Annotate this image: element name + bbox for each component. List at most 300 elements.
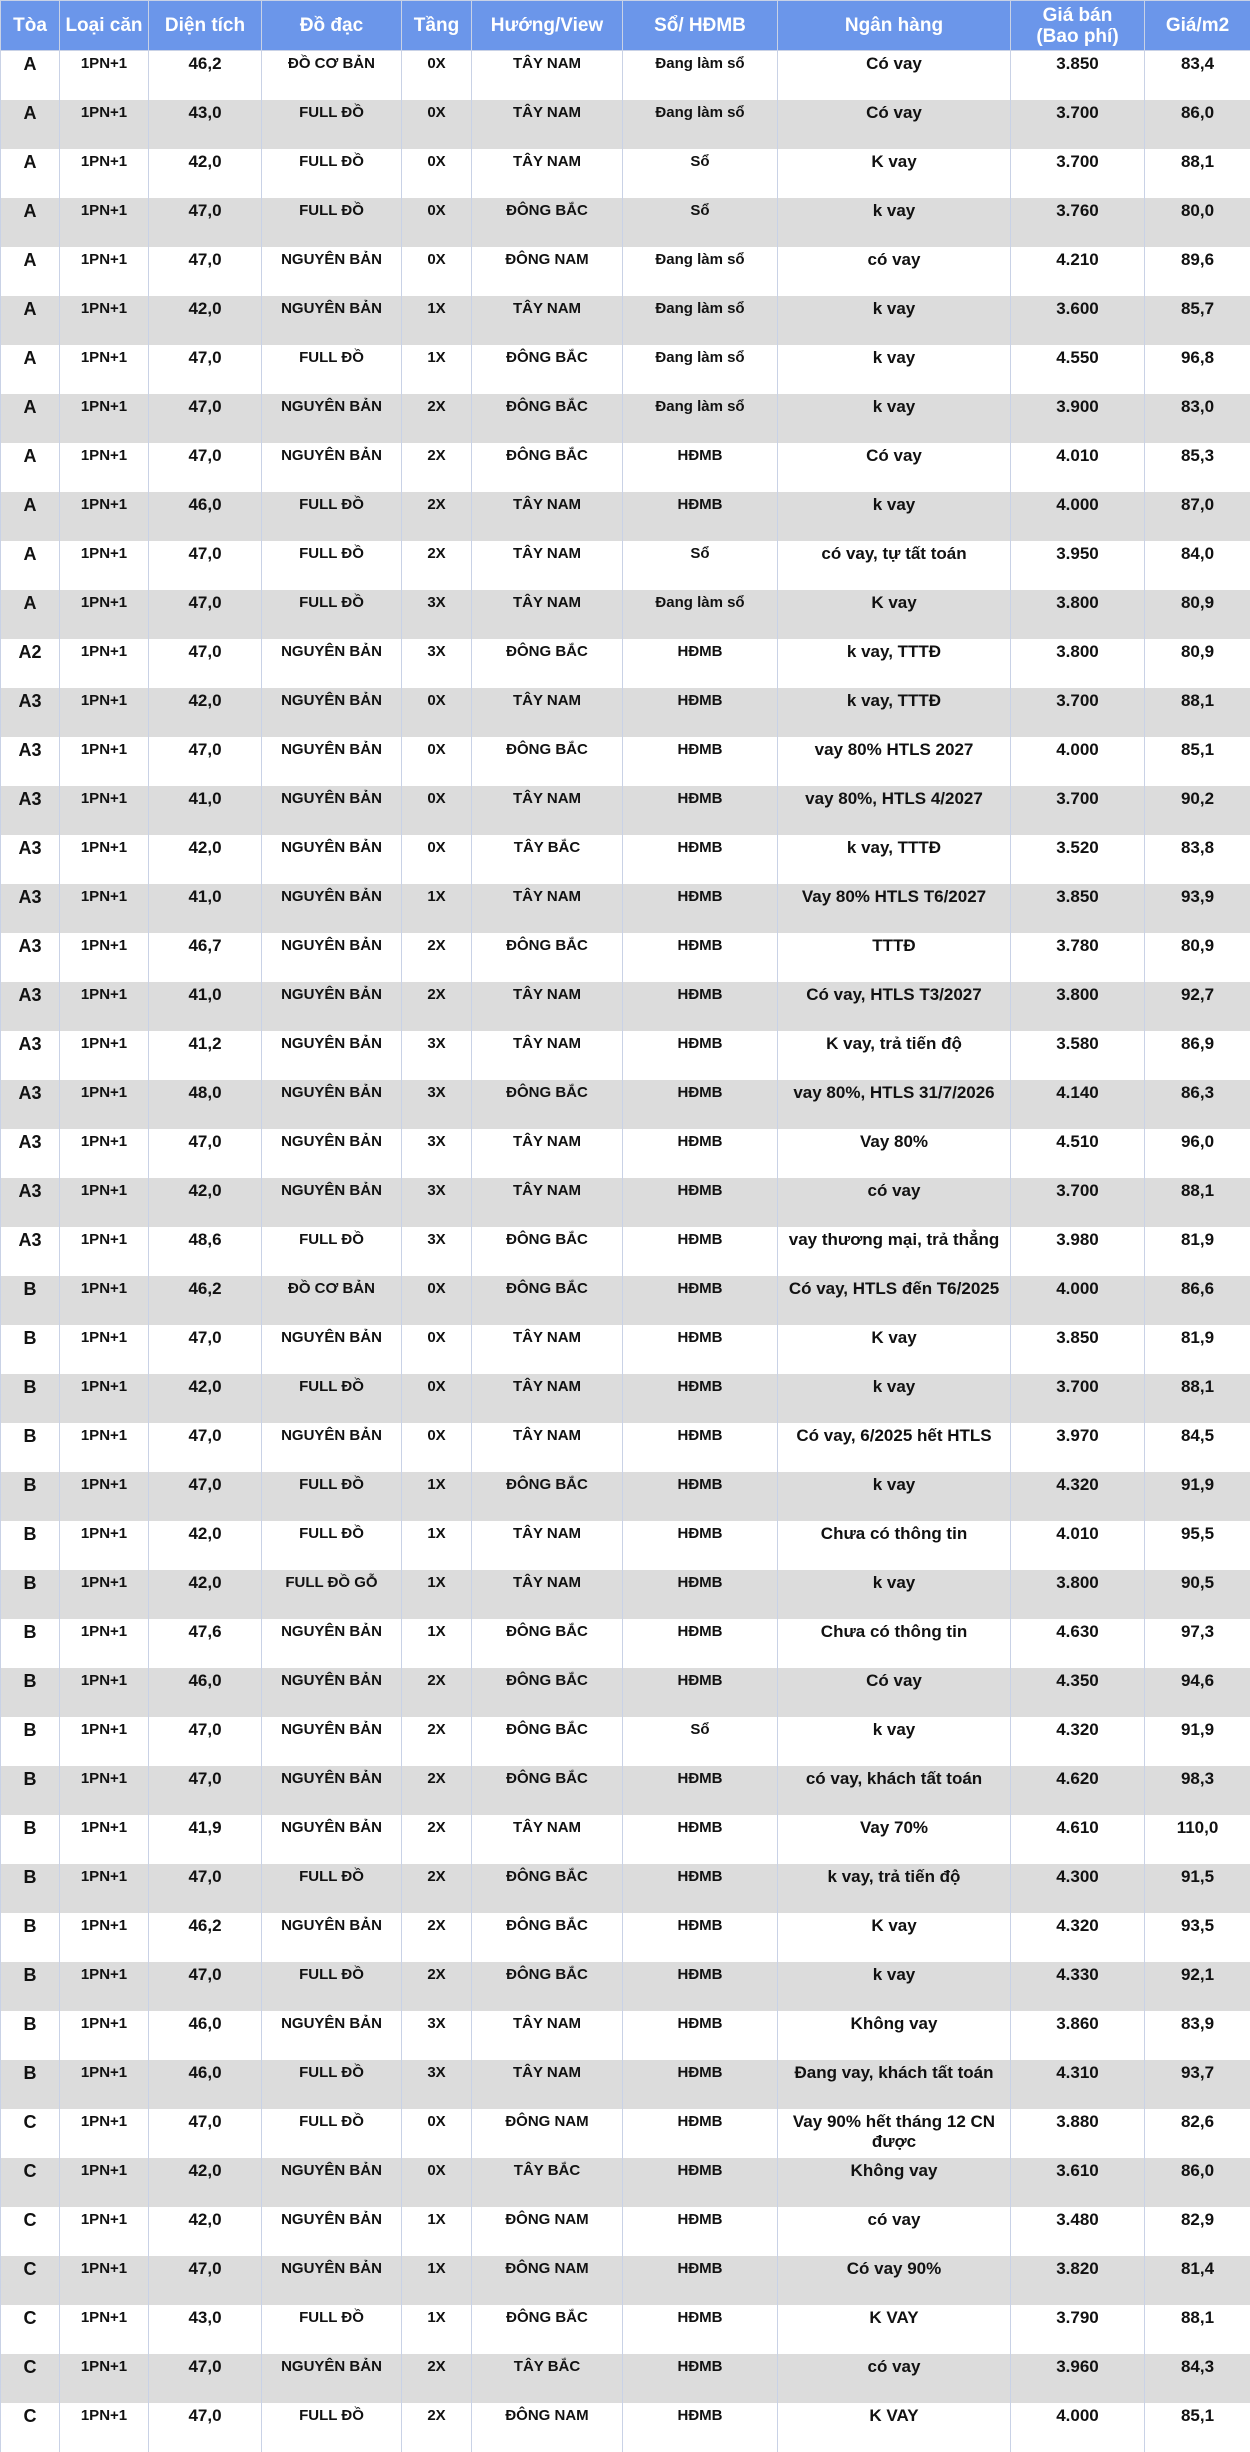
cell-tang: 2X: [402, 541, 472, 590]
cell-ngan-hang: có vay: [778, 247, 1011, 296]
cell-loai-can: 1PN+1: [60, 2354, 149, 2403]
cell-so-hdmb: HĐMB: [623, 2256, 778, 2305]
table-row: [1, 2158, 1250, 2207]
cell-huong-view: ĐÔNG BẮC: [472, 1619, 623, 1668]
cell-do-dac: NGUYÊN BẢN: [262, 835, 402, 884]
cell-loai-can: 1PN+1: [60, 1374, 149, 1423]
cell-gia-m2: 91,9: [1145, 1717, 1250, 1766]
cell-toa: B: [1, 1570, 60, 1619]
cell-do-dac: FULL ĐỒ: [262, 2109, 402, 2158]
cell-huong-view: ĐÔNG NAM: [472, 2207, 623, 2256]
cell-toa: B: [1, 1521, 60, 1570]
cell-so-hdmb: Đang làm sổ: [623, 590, 778, 639]
table-row: [1, 2109, 1250, 2158]
table-row: [1, 2207, 1250, 2256]
cell-gia-m2: 88,1: [1145, 149, 1250, 198]
cell-toa: C: [1, 2207, 60, 2256]
cell-tang: 2X: [402, 1864, 472, 1913]
cell-tang: 2X: [402, 1815, 472, 1864]
cell-huong-view: ĐÔNG BẮC: [472, 1766, 623, 1815]
cell-so-hdmb: HĐMB: [623, 1423, 778, 1472]
cell-tang: 0X: [402, 51, 472, 101]
cell-dien-tich: 42,0: [149, 296, 262, 345]
cell-huong-view: TÂY NAM: [472, 1423, 623, 1472]
cell-do-dac: NGUYÊN BẢN: [262, 1325, 402, 1374]
cell-gia-m2: 91,9: [1145, 1472, 1250, 1521]
cell-tang: 0X: [402, 737, 472, 786]
cell-loai-can: 1PN+1: [60, 149, 149, 198]
cell-dien-tich: 47,0: [149, 2354, 262, 2403]
cell-do-dac: NGUYÊN BẢN: [262, 688, 402, 737]
cell-so-hdmb: HĐMB: [623, 1472, 778, 1521]
cell-dien-tich: 42,0: [149, 1374, 262, 1423]
cell-huong-view: ĐÔNG BẮC: [472, 198, 623, 247]
cell-so-hdmb: HĐMB: [623, 1570, 778, 1619]
cell-so-hdmb: HĐMB: [623, 2060, 778, 2109]
cell-so-hdmb: HĐMB: [623, 1325, 778, 1374]
cell-toa: A: [1, 296, 60, 345]
cell-ngan-hang: k vay: [778, 492, 1011, 541]
cell-ngan-hang: vay 80% HTLS 2027: [778, 737, 1011, 786]
cell-ngan-hang: có vay: [778, 2207, 1011, 2256]
table-row: [1, 786, 1250, 835]
cell-ngan-hang: Không vay: [778, 2158, 1011, 2207]
cell-gia-m2: 89,6: [1145, 247, 1250, 296]
table-row: [1, 1668, 1250, 1717]
table-row: [1, 737, 1250, 786]
cell-gia-ban: 3.850: [1011, 1325, 1145, 1374]
cell-tang: 2X: [402, 1962, 472, 2011]
cell-loai-can: 1PN+1: [60, 1766, 149, 1815]
cell-toa: A3: [1, 1031, 60, 1080]
cell-do-dac: FULL ĐỒ GỖ: [262, 1570, 402, 1619]
table-row: [1, 1031, 1250, 1080]
cell-do-dac: FULL ĐỒ: [262, 1227, 402, 1276]
cell-tang: 2X: [402, 443, 472, 492]
cell-dien-tich: 47,6: [149, 1619, 262, 1668]
table-row: [1, 1080, 1250, 1129]
cell-gia-ban: 3.850: [1011, 884, 1145, 933]
cell-tang: 1X: [402, 884, 472, 933]
cell-gia-ban: 4.510: [1011, 1129, 1145, 1178]
cell-gia-ban: 3.520: [1011, 835, 1145, 884]
cell-dien-tich: 42,0: [149, 2207, 262, 2256]
cell-so-hdmb: HĐMB: [623, 2403, 778, 2452]
table-row: [1, 296, 1250, 345]
cell-gia-ban: 3.800: [1011, 982, 1145, 1031]
cell-tang: 2X: [402, 394, 472, 443]
cell-so-hdmb: Đang làm sổ: [623, 51, 778, 101]
cell-gia-ban: 4.610: [1011, 1815, 1145, 1864]
cell-huong-view: TÂY NAM: [472, 51, 623, 101]
cell-huong-view: TÂY BẮC: [472, 2158, 623, 2207]
cell-huong-view: ĐÔNG NAM: [472, 2256, 623, 2305]
cell-gia-ban: 4.210: [1011, 247, 1145, 296]
cell-toa: A3: [1, 1178, 60, 1227]
cell-ngan-hang: Có vay, 6/2025 hết HTLS: [778, 1423, 1011, 1472]
cell-loai-can: 1PN+1: [60, 345, 149, 394]
cell-so-hdmb: HĐMB: [623, 492, 778, 541]
table-row: [1, 2256, 1250, 2305]
cell-tang: 3X: [402, 1129, 472, 1178]
cell-huong-view: ĐÔNG BẮC: [472, 933, 623, 982]
cell-huong-view: TÂY NAM: [472, 541, 623, 590]
cell-gia-m2: 86,3: [1145, 1080, 1250, 1129]
cell-loai-can: 1PN+1: [60, 2403, 149, 2452]
cell-tang: 1X: [402, 1521, 472, 1570]
cell-huong-view: ĐÔNG BẮC: [472, 639, 623, 688]
cell-so-hdmb: Sổ: [623, 541, 778, 590]
cell-so-hdmb: HĐMB: [623, 688, 778, 737]
cell-huong-view: TÂY BẮC: [472, 835, 623, 884]
cell-loai-can: 1PN+1: [60, 247, 149, 296]
cell-do-dac: NGUYÊN BẢN: [262, 2207, 402, 2256]
cell-toa: A3: [1, 688, 60, 737]
cell-gia-ban: 4.630: [1011, 1619, 1145, 1668]
cell-huong-view: ĐÔNG BẮC: [472, 1962, 623, 2011]
cell-gia-ban: 4.000: [1011, 492, 1145, 541]
cell-toa: A: [1, 443, 60, 492]
cell-do-dac: NGUYÊN BẢN: [262, 2354, 402, 2403]
cell-loai-can: 1PN+1: [60, 1570, 149, 1619]
cell-huong-view: TÂY NAM: [472, 2060, 623, 2109]
cell-dien-tich: 42,0: [149, 1521, 262, 1570]
cell-loai-can: 1PN+1: [60, 2256, 149, 2305]
cell-do-dac: NGUYÊN BẢN: [262, 1766, 402, 1815]
cell-ngan-hang: k vay: [778, 1570, 1011, 1619]
cell-loai-can: 1PN+1: [60, 541, 149, 590]
cell-gia-m2: 86,0: [1145, 2158, 1250, 2207]
cell-toa: A3: [1, 1227, 60, 1276]
table-row: [1, 2354, 1250, 2403]
cell-loai-can: 1PN+1: [60, 1962, 149, 2011]
cell-do-dac: FULL ĐỒ: [262, 2403, 402, 2452]
cell-gia-m2: 86,9: [1145, 1031, 1250, 1080]
table-row: [1, 345, 1250, 394]
cell-huong-view: ĐÔNG BẮC: [472, 737, 623, 786]
cell-loai-can: 1PN+1: [60, 1864, 149, 1913]
cell-ngan-hang: vay 80%, HTLS 31/7/2026: [778, 1080, 1011, 1129]
cell-huong-view: TÂY NAM: [472, 1178, 623, 1227]
cell-do-dac: NGUYÊN BẢN: [262, 1178, 402, 1227]
cell-gia-ban: 4.320: [1011, 1717, 1145, 1766]
cell-ngan-hang: k vay: [778, 394, 1011, 443]
cell-loai-can: 1PN+1: [60, 1031, 149, 1080]
cell-do-dac: ĐỒ CƠ BẢN: [262, 51, 402, 101]
table-row: [1, 933, 1250, 982]
cell-do-dac: NGUYÊN BẢN: [262, 1668, 402, 1717]
cell-do-dac: NGUYÊN BẢN: [262, 2256, 402, 2305]
cell-ngan-hang: vay thương mại, trả thẳng: [778, 1227, 1011, 1276]
cell-gia-m2: 88,1: [1145, 1178, 1250, 1227]
cell-dien-tich: 46,0: [149, 2060, 262, 2109]
table-row: [1, 982, 1250, 1031]
cell-do-dac: FULL ĐỒ: [262, 345, 402, 394]
cell-tang: 0X: [402, 198, 472, 247]
table-row: [1, 1913, 1250, 1962]
cell-tang: 0X: [402, 1325, 472, 1374]
cell-toa: B: [1, 1962, 60, 2011]
cell-huong-view: TÂY NAM: [472, 296, 623, 345]
cell-so-hdmb: HĐMB: [623, 639, 778, 688]
cell-toa: B: [1, 1276, 60, 1325]
cell-huong-view: TÂY NAM: [472, 1521, 623, 1570]
cell-dien-tich: 47,0: [149, 541, 262, 590]
cell-so-hdmb: HĐMB: [623, 2011, 778, 2060]
cell-loai-can: 1PN+1: [60, 1129, 149, 1178]
cell-so-hdmb: HĐMB: [623, 2158, 778, 2207]
cell-gia-ban: 3.580: [1011, 1031, 1145, 1080]
cell-do-dac: NGUYÊN BẢN: [262, 296, 402, 345]
cell-gia-ban: 3.780: [1011, 933, 1145, 982]
cell-dien-tich: 47,0: [149, 1717, 262, 1766]
cell-ngan-hang: k vay: [778, 345, 1011, 394]
cell-loai-can: 1PN+1: [60, 100, 149, 149]
cell-loai-can: 1PN+1: [60, 1668, 149, 1717]
cell-tang: 3X: [402, 1178, 472, 1227]
cell-gia-ban: 3.760: [1011, 198, 1145, 247]
cell-do-dac: NGUYÊN BẢN: [262, 737, 402, 786]
cell-gia-ban: 3.970: [1011, 1423, 1145, 1472]
cell-dien-tich: 47,0: [149, 1129, 262, 1178]
cell-do-dac: NGUYÊN BẢN: [262, 1619, 402, 1668]
cell-tang: 3X: [402, 1227, 472, 1276]
cell-ngan-hang: Có vay, HTLS T3/2027: [778, 982, 1011, 1031]
cell-so-hdmb: HĐMB: [623, 2305, 778, 2354]
cell-loai-can: 1PN+1: [60, 2060, 149, 2109]
cell-gia-ban: 3.800: [1011, 1570, 1145, 1619]
cell-tang: 0X: [402, 149, 472, 198]
cell-do-dac: FULL ĐỒ: [262, 198, 402, 247]
cell-loai-can: 1PN+1: [60, 51, 149, 101]
cell-tang: 2X: [402, 933, 472, 982]
cell-toa: A: [1, 149, 60, 198]
cell-loai-can: 1PN+1: [60, 1472, 149, 1521]
cell-tang: 3X: [402, 639, 472, 688]
cell-huong-view: ĐÔNG BẮC: [472, 1668, 623, 1717]
cell-gia-m2: 84,3: [1145, 2354, 1250, 2403]
cell-ngan-hang: Có vay: [778, 51, 1011, 101]
cell-ngan-hang: Không vay: [778, 2011, 1011, 2060]
cell-tang: 2X: [402, 2354, 472, 2403]
cell-do-dac: NGUYÊN BẢN: [262, 933, 402, 982]
cell-gia-m2: 80,9: [1145, 933, 1250, 982]
table-row: [1, 2305, 1250, 2354]
cell-ngan-hang: Vay 80%: [778, 1129, 1011, 1178]
col-header-tang: Tầng: [402, 1, 472, 51]
cell-do-dac: NGUYÊN BẢN: [262, 884, 402, 933]
cell-do-dac: NGUYÊN BẢN: [262, 786, 402, 835]
cell-gia-ban: 3.700: [1011, 100, 1145, 149]
cell-gia-ban: 3.880: [1011, 2109, 1145, 2158]
cell-ngan-hang: k vay, trả tiến độ: [778, 1864, 1011, 1913]
table-row: [1, 1570, 1250, 1619]
cell-dien-tich: 46,2: [149, 1913, 262, 1962]
table-row: [1, 100, 1250, 149]
cell-ngan-hang: K vay: [778, 149, 1011, 198]
col-header-toa: Tòa: [1, 1, 60, 51]
cell-so-hdmb: HĐMB: [623, 835, 778, 884]
cell-dien-tich: 42,0: [149, 688, 262, 737]
cell-do-dac: NGUYÊN BẢN: [262, 1815, 402, 1864]
cell-ngan-hang: K VAY: [778, 2403, 1011, 2452]
cell-so-hdmb: Đang làm sổ: [623, 394, 778, 443]
cell-do-dac: FULL ĐỒ: [262, 2060, 402, 2109]
cell-gia-ban: 3.700: [1011, 1178, 1145, 1227]
col-header-gia-m2: Giá/m2: [1145, 1, 1250, 51]
cell-gia-ban: 4.300: [1011, 1864, 1145, 1913]
cell-gia-m2: 90,5: [1145, 1570, 1250, 1619]
cell-so-hdmb: HĐMB: [623, 1080, 778, 1129]
cell-gia-m2: 83,8: [1145, 835, 1250, 884]
table-row: [1, 198, 1250, 247]
cell-gia-ban: 4.320: [1011, 1913, 1145, 1962]
cell-gia-ban: 4.320: [1011, 1472, 1145, 1521]
cell-dien-tich: 41,0: [149, 786, 262, 835]
table-row: [1, 1619, 1250, 1668]
table-row: [1, 835, 1250, 884]
cell-do-dac: NGUYÊN BẢN: [262, 2158, 402, 2207]
cell-gia-m2: 87,0: [1145, 492, 1250, 541]
cell-do-dac: NGUYÊN BẢN: [262, 1031, 402, 1080]
table-row: [1, 1374, 1250, 1423]
cell-so-hdmb: Sổ: [623, 1717, 778, 1766]
cell-loai-can: 1PN+1: [60, 1178, 149, 1227]
cell-do-dac: FULL ĐỒ: [262, 149, 402, 198]
cell-huong-view: ĐÔNG BẮC: [472, 394, 623, 443]
cell-do-dac: FULL ĐỒ: [262, 1864, 402, 1913]
cell-so-hdmb: Đang làm sổ: [623, 247, 778, 296]
col-header-loai-can: Loại căn: [60, 1, 149, 51]
cell-dien-tich: 47,0: [149, 590, 262, 639]
cell-ngan-hang: K vay, trả tiến độ: [778, 1031, 1011, 1080]
cell-toa: B: [1, 1668, 60, 1717]
cell-gia-m2: 93,7: [1145, 2060, 1250, 2109]
cell-do-dac: FULL ĐỒ: [262, 541, 402, 590]
cell-huong-view: ĐÔNG BẮC: [472, 1472, 623, 1521]
cell-dien-tich: 42,0: [149, 835, 262, 884]
table-row: [1, 1717, 1250, 1766]
cell-so-hdmb: HĐMB: [623, 2207, 778, 2256]
cell-dien-tich: 47,0: [149, 1325, 262, 1374]
table-row: [1, 2011, 1250, 2060]
cell-gia-m2: 82,6: [1145, 2109, 1250, 2158]
cell-huong-view: TÂY NAM: [472, 1325, 623, 1374]
cell-loai-can: 1PN+1: [60, 884, 149, 933]
cell-so-hdmb: HĐMB: [623, 443, 778, 492]
cell-loai-can: 1PN+1: [60, 492, 149, 541]
cell-tang: 3X: [402, 2011, 472, 2060]
cell-gia-ban: 4.010: [1011, 1521, 1145, 1570]
cell-loai-can: 1PN+1: [60, 1080, 149, 1129]
table-header: [1, 1, 1250, 51]
cell-so-hdmb: HĐMB: [623, 1227, 778, 1276]
cell-toa: B: [1, 1472, 60, 1521]
cell-gia-m2: 91,5: [1145, 1864, 1250, 1913]
cell-toa: A3: [1, 737, 60, 786]
cell-loai-can: 1PN+1: [60, 2207, 149, 2256]
cell-do-dac: NGUYÊN BẢN: [262, 1423, 402, 1472]
cell-huong-view: TÂY NAM: [472, 1570, 623, 1619]
cell-toa: A: [1, 198, 60, 247]
cell-gia-m2: 96,8: [1145, 345, 1250, 394]
cell-dien-tich: 48,0: [149, 1080, 262, 1129]
cell-so-hdmb: HĐMB: [623, 1668, 778, 1717]
table-row: [1, 639, 1250, 688]
table-row: [1, 247, 1250, 296]
cell-do-dac: ĐỒ CƠ BẢN: [262, 1276, 402, 1325]
col-header-ngan-hang: Ngân hàng: [778, 1, 1011, 51]
cell-loai-can: 1PN+1: [60, 1815, 149, 1864]
cell-ngan-hang: Có vay 90%: [778, 2256, 1011, 2305]
cell-so-hdmb: HĐMB: [623, 2109, 778, 2158]
cell-gia-m2: 88,1: [1145, 2305, 1250, 2354]
cell-gia-m2: 86,0: [1145, 100, 1250, 149]
cell-huong-view: ĐÔNG BẮC: [472, 443, 623, 492]
cell-so-hdmb: HĐMB: [623, 786, 778, 835]
cell-toa: A3: [1, 884, 60, 933]
table-row: [1, 688, 1250, 737]
cell-do-dac: FULL ĐỒ: [262, 100, 402, 149]
cell-gia-ban: 3.960: [1011, 2354, 1145, 2403]
cell-gia-ban: 3.700: [1011, 1374, 1145, 1423]
cell-loai-can: 1PN+1: [60, 982, 149, 1031]
cell-ngan-hang: k vay: [778, 1374, 1011, 1423]
cell-do-dac: NGUYÊN BẢN: [262, 1129, 402, 1178]
cell-so-hdmb: HĐMB: [623, 1374, 778, 1423]
cell-ngan-hang: K VAY: [778, 2305, 1011, 2354]
cell-gia-m2: 85,1: [1145, 2403, 1250, 2452]
cell-gia-m2: 88,1: [1145, 1374, 1250, 1423]
cell-tang: 0X: [402, 1276, 472, 1325]
cell-loai-can: 1PN+1: [60, 786, 149, 835]
cell-toa: B: [1, 1815, 60, 1864]
cell-loai-can: 1PN+1: [60, 737, 149, 786]
cell-tang: 0X: [402, 247, 472, 296]
cell-dien-tich: 46,0: [149, 1668, 262, 1717]
cell-toa: B: [1, 1325, 60, 1374]
cell-loai-can: 1PN+1: [60, 2305, 149, 2354]
cell-tang: 0X: [402, 835, 472, 884]
cell-ngan-hang: Vay 80% HTLS T6/2027: [778, 884, 1011, 933]
cell-gia-ban: 3.600: [1011, 296, 1145, 345]
table-row: [1, 394, 1250, 443]
cell-loai-can: 1PN+1: [60, 835, 149, 884]
cell-loai-can: 1PN+1: [60, 688, 149, 737]
cell-huong-view: TÂY NAM: [472, 1815, 623, 1864]
cell-ngan-hang: k vay: [778, 198, 1011, 247]
cell-do-dac: FULL ĐỒ: [262, 1521, 402, 1570]
cell-gia-ban: 3.700: [1011, 688, 1145, 737]
cell-so-hdmb: HĐMB: [623, 1178, 778, 1227]
cell-tang: 0X: [402, 2109, 472, 2158]
cell-toa: C: [1, 2403, 60, 2452]
cell-toa: A3: [1, 1129, 60, 1178]
cell-dien-tich: 41,0: [149, 982, 262, 1031]
cell-huong-view: ĐÔNG NAM: [472, 2109, 623, 2158]
cell-gia-m2: 85,1: [1145, 737, 1250, 786]
cell-dien-tich: 48,6: [149, 1227, 262, 1276]
cell-tang: 1X: [402, 345, 472, 394]
cell-gia-ban: 4.000: [1011, 2403, 1145, 2452]
cell-ngan-hang: Chưa có thông tin: [778, 1521, 1011, 1570]
col-header-dien-tich: Diện tích: [149, 1, 262, 51]
cell-toa: A: [1, 345, 60, 394]
cell-toa: A3: [1, 1080, 60, 1129]
cell-ngan-hang: có vay, tự tất toán: [778, 541, 1011, 590]
cell-gia-ban: 4.310: [1011, 2060, 1145, 2109]
cell-so-hdmb: HĐMB: [623, 1766, 778, 1815]
